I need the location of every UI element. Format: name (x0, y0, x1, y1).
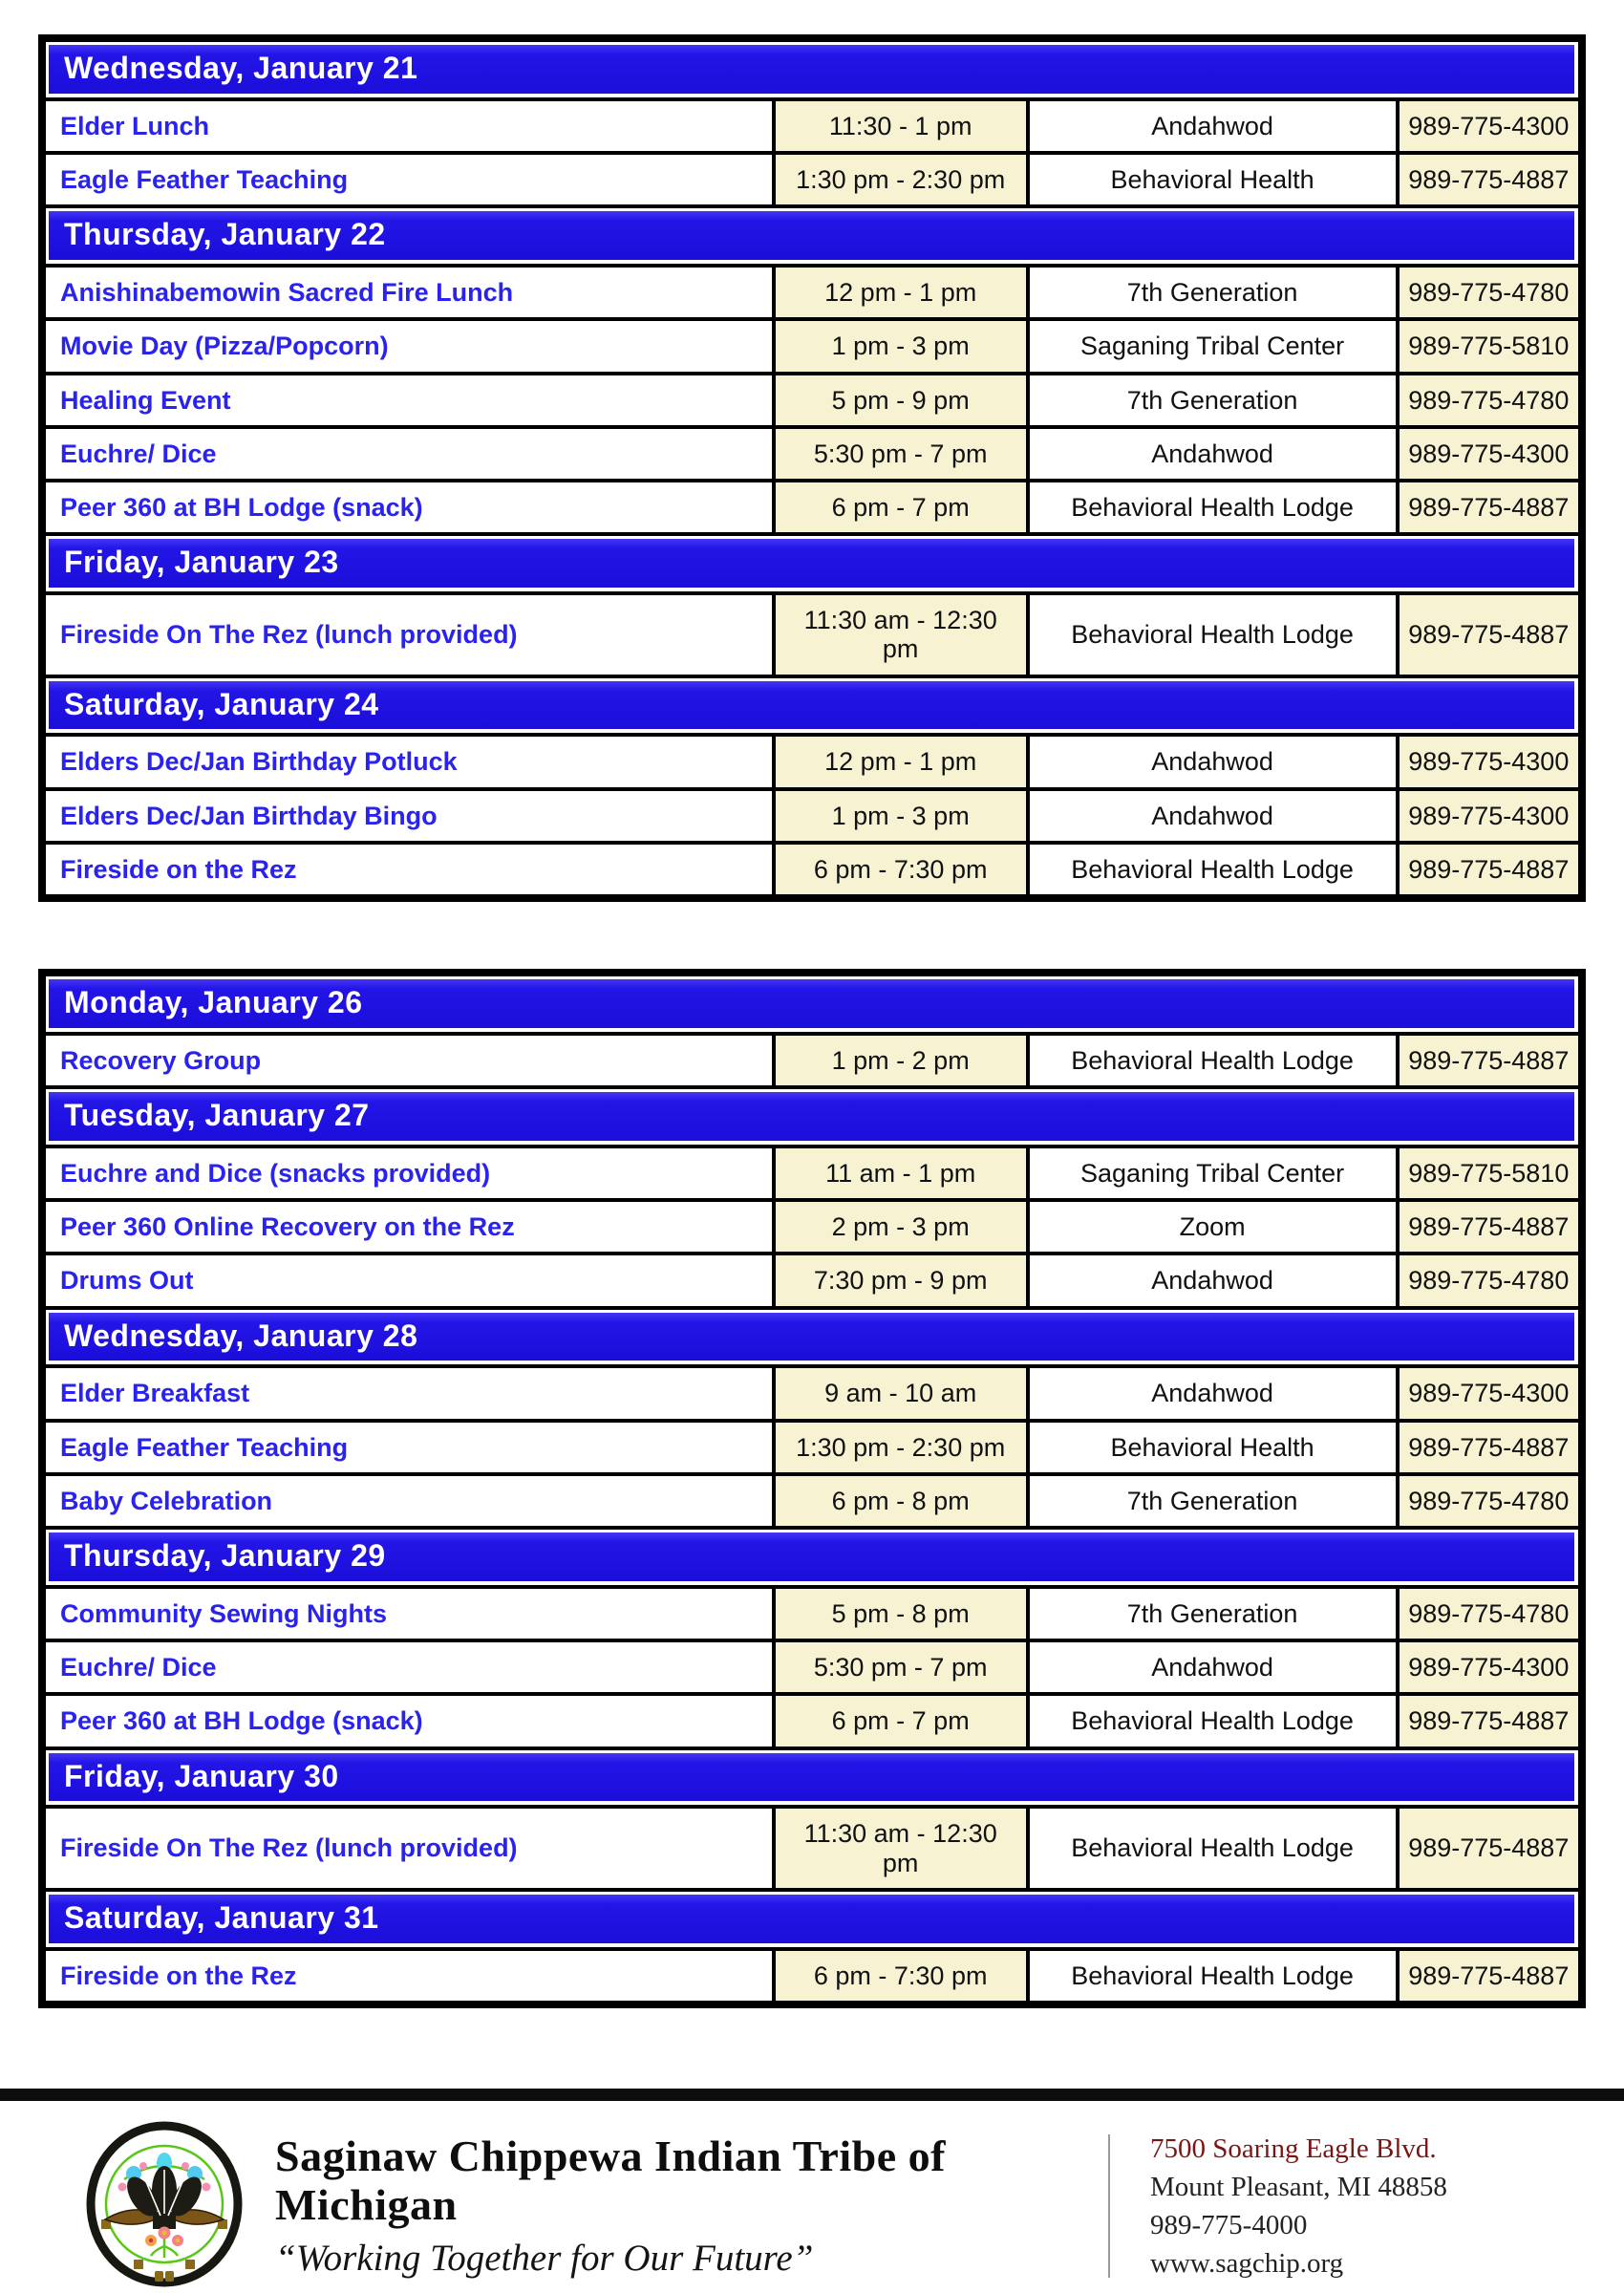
event-location: Andahwod (1028, 1640, 1398, 1694)
event-location: Behavioral Health Lodge (1028, 1949, 1398, 2004)
event-name: Peer 360 at BH Lodge (snack) (42, 481, 774, 534)
schedule-table-week1 (38, 34, 1586, 902)
event-phone: 989-775-4300 (1398, 1640, 1582, 1694)
event-location: Behavioral Health Lodge (1028, 843, 1398, 898)
event-location: Andahwod (1028, 427, 1398, 481)
event-row (42, 593, 1582, 675)
event-time: 6 pm - 7 pm (774, 1694, 1028, 1747)
event-phone: 989-775-4300 (1398, 1366, 1582, 1420)
event-time: 11:30 - 1 pm (774, 99, 1028, 153)
event-row (42, 1146, 1582, 1200)
event-row (42, 1640, 1582, 1694)
event-location: Andahwod (1028, 789, 1398, 843)
event-time: 5 pm - 8 pm (774, 1587, 1028, 1640)
event-phone: 989-775-4887 (1398, 1034, 1582, 1087)
day-header (42, 1890, 1582, 1949)
event-phone: 989-775-4780 (1398, 266, 1582, 319)
day-header (42, 534, 1582, 593)
event-name: Fireside on the Rez (42, 1949, 774, 2004)
address-street: 7500 Soaring Eagle Blvd. (1150, 2133, 1437, 2165)
event-row (42, 1587, 1582, 1640)
event-name: Elders Dec/Jan Birthday Potluck (42, 735, 774, 788)
event-time: 6 pm - 7 pm (774, 481, 1028, 534)
event-name: Elder Breakfast (42, 1366, 774, 1420)
org-name: Saginaw Chippewa Indian Tribe of Michigan (275, 2132, 946, 2229)
event-name: Peer 360 Online Recovery on the Rez (42, 1200, 774, 1254)
event-location: Zoom (1028, 1200, 1398, 1254)
event-row (42, 1949, 1582, 2004)
event-row (42, 1366, 1582, 1420)
event-time: 1:30 pm - 2:30 pm (774, 153, 1028, 206)
day-header-label: Friday, January 30 (49, 1753, 1574, 1802)
event-name: Fireside On The Rez (lunch provided) (42, 1807, 774, 1889)
day-header (42, 1528, 1582, 1587)
event-time: 2 pm - 3 pm (774, 1200, 1028, 1254)
event-phone: 989-775-4887 (1398, 593, 1582, 675)
event-location: Behavioral Health Lodge (1028, 1694, 1398, 1747)
day-header-label: Wednesday, January 28 (49, 1313, 1574, 1361)
event-time: 9 am - 10 am (774, 1366, 1028, 1420)
event-time: 1:30 pm - 2:30 pm (774, 1421, 1028, 1474)
day-header (42, 1748, 1582, 1808)
footer (0, 2101, 1624, 2293)
event-name: Fireside On The Rez (lunch provided) (42, 593, 774, 675)
event-location: 7th Generation (1028, 1587, 1398, 1640)
event-time: 11 am - 1 pm (774, 1146, 1028, 1200)
day-header-label: Friday, January 23 (49, 539, 1574, 588)
tribal-seal-icon (84, 2120, 245, 2293)
event-name: Eagle Feather Teaching (42, 153, 774, 206)
event-phone: 989-775-4300 (1398, 789, 1582, 843)
day-header (42, 973, 1582, 1034)
event-location: Saganing Tribal Center (1028, 1146, 1398, 1200)
event-name: Elders Dec/Jan Birthday Bingo (42, 789, 774, 843)
event-location: Andahwod (1028, 99, 1398, 153)
event-time: 6 pm - 8 pm (774, 1474, 1028, 1528)
day-header-label: Wednesday, January 21 (49, 45, 1574, 94)
event-time: 7:30 pm - 9 pm (774, 1254, 1028, 1307)
event-name: Recovery Group (42, 1034, 774, 1087)
flyer-page (0, 34, 1624, 2280)
event-phone: 989-775-4887 (1398, 1200, 1582, 1254)
event-phone: 989-775-4780 (1398, 374, 1582, 427)
event-row (42, 843, 1582, 898)
event-name: Eagle Feather Teaching (42, 1421, 774, 1474)
event-name: Fireside on the Rez (42, 843, 774, 898)
day-header (42, 1087, 1582, 1146)
event-name: Euchre and Dice (snacks provided) (42, 1146, 774, 1200)
event-time: 6 pm - 7:30 pm (774, 843, 1028, 898)
day-header-row (42, 1528, 1582, 1587)
day-header-row (42, 1748, 1582, 1808)
event-location: Behavioral Health Lodge (1028, 481, 1398, 534)
footer-divider-bar (0, 2089, 1624, 2101)
event-time: 11:30 am - 12:30 pm (774, 1807, 1028, 1889)
event-phone: 989-775-4887 (1398, 843, 1582, 898)
event-phone: 989-775-5810 (1398, 319, 1582, 373)
event-row (42, 99, 1582, 153)
event-row (42, 319, 1582, 373)
event-row (42, 735, 1582, 788)
event-location: Behavioral Health (1028, 153, 1398, 206)
schedule-table-week2 (38, 969, 1586, 2008)
day-header (42, 1308, 1582, 1367)
day-header-row (42, 1308, 1582, 1367)
event-row (42, 1254, 1582, 1307)
event-time: 1 pm - 2 pm (774, 1034, 1028, 1087)
org-tagline: “Working Together for Our Future” (275, 2238, 814, 2280)
day-header-row (42, 1087, 1582, 1146)
event-location: 7th Generation (1028, 1474, 1398, 1528)
day-header-row (42, 38, 1582, 99)
day-header-label: Tuesday, January 27 (49, 1092, 1574, 1141)
day-header-row (42, 973, 1582, 1034)
day-header (42, 206, 1582, 266)
event-phone: 989-775-4780 (1398, 1254, 1582, 1307)
day-header-label: Saturday, January 24 (49, 681, 1574, 730)
event-name: Peer 360 at BH Lodge (snack) (42, 1694, 774, 1747)
day-header-row (42, 206, 1582, 266)
event-time: 6 pm - 7:30 pm (774, 1949, 1028, 2004)
event-row (42, 374, 1582, 427)
event-phone: 989-775-4887 (1398, 1807, 1582, 1889)
event-name: Anishinabemowin Sacred Fire Lunch (42, 266, 774, 319)
event-phone: 989-775-4887 (1398, 1694, 1582, 1747)
event-time: 12 pm - 1 pm (774, 735, 1028, 788)
event-time: 5:30 pm - 7 pm (774, 427, 1028, 481)
event-time: 11:30 am - 12:30 pm (774, 593, 1028, 675)
event-row (42, 427, 1582, 481)
event-row (42, 153, 1582, 206)
event-phone: 989-775-4887 (1398, 153, 1582, 206)
event-location: 7th Generation (1028, 266, 1398, 319)
address-city: Mount Pleasant, MI 48858 (1150, 2172, 1447, 2203)
event-name: Drums Out (42, 1254, 774, 1307)
event-phone: 989-775-4887 (1398, 481, 1582, 534)
event-phone: 989-775-4887 (1398, 1421, 1582, 1474)
day-header (42, 676, 1582, 736)
event-phone: 989-775-4300 (1398, 99, 1582, 153)
event-location: Saganing Tribal Center (1028, 319, 1398, 373)
event-location: Behavioral Health Lodge (1028, 1034, 1398, 1087)
event-name: Baby Celebration (42, 1474, 774, 1528)
event-name: Euchre/ Dice (42, 427, 774, 481)
event-location: Andahwod (1028, 1254, 1398, 1307)
event-phone: 989-775-5810 (1398, 1146, 1582, 1200)
address-website: www.sagchip.org (1150, 2248, 1344, 2280)
event-phone: 989-775-4887 (1398, 1949, 1582, 2004)
event-location: 7th Generation (1028, 374, 1398, 427)
event-time: 12 pm - 1 pm (774, 266, 1028, 319)
event-name: Euchre/ Dice (42, 1640, 774, 1694)
address-block (1150, 2130, 1447, 2282)
event-row (42, 1200, 1582, 1254)
event-location: Behavioral Health Lodge (1028, 593, 1398, 675)
event-row (42, 1694, 1582, 1747)
event-row (42, 1807, 1582, 1889)
day-header-label: Monday, January 26 (49, 979, 1574, 1028)
event-phone: 989-775-4300 (1398, 735, 1582, 788)
day-header-label: Saturday, January 31 (49, 1895, 1574, 1943)
day-header (42, 38, 1582, 99)
event-row (42, 266, 1582, 319)
day-header-row (42, 676, 1582, 736)
address-phone: 989-775-4000 (1150, 2210, 1308, 2241)
event-time: 5 pm - 9 pm (774, 374, 1028, 427)
event-row (42, 789, 1582, 843)
event-phone: 989-775-4780 (1398, 1474, 1582, 1528)
day-header-label: Thursday, January 29 (49, 1532, 1574, 1581)
event-row (42, 481, 1582, 534)
day-header-label: Thursday, January 22 (49, 211, 1574, 260)
event-row (42, 1421, 1582, 1474)
event-time: 5:30 pm - 7 pm (774, 1640, 1028, 1694)
event-location: Behavioral Health (1028, 1421, 1398, 1474)
event-name: Elder Lunch (42, 99, 774, 153)
event-time: 1 pm - 3 pm (774, 789, 1028, 843)
event-phone: 989-775-4780 (1398, 1587, 1582, 1640)
event-row (42, 1034, 1582, 1087)
day-header-row (42, 1890, 1582, 1949)
event-name: Community Sewing Nights (42, 1587, 774, 1640)
event-location: Behavioral Health Lodge (1028, 1807, 1398, 1889)
event-time: 1 pm - 3 pm (774, 319, 1028, 373)
event-location: Andahwod (1028, 735, 1398, 788)
event-phone: 989-775-4300 (1398, 427, 1582, 481)
event-name: Movie Day (Pizza/Popcorn) (42, 319, 774, 373)
event-name: Healing Event (42, 374, 774, 427)
day-header-row (42, 534, 1582, 593)
event-location: Andahwod (1028, 1366, 1398, 1420)
footer-vertical-divider (1108, 2134, 1110, 2278)
event-row (42, 1474, 1582, 1528)
